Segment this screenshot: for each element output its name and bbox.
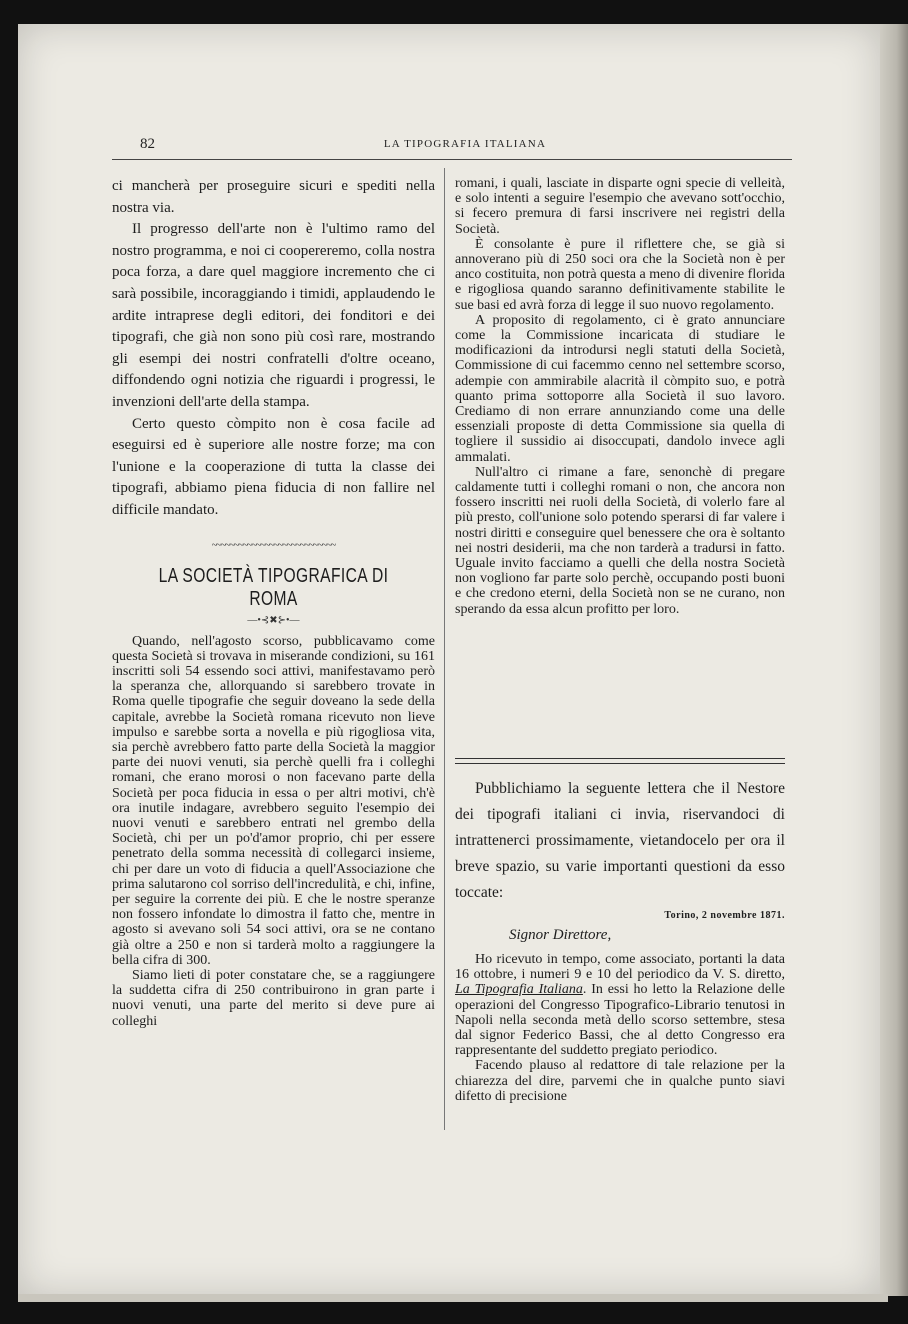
paragraph: ci mancherà per proseguire sicuri e spediti nella nostra via.	[112, 178, 435, 216]
running-title: LA TIPOGRAFIA ITALIANA	[383, 138, 547, 150]
paragraph: Null'altro ci rimane a fare, senonchè di pregare caldamente tutti i colleghi romani o non, che ancora non fossero inscritti nei ruoli della Società, di volerlo fare al più presto, coll'unione solo potendo sperarsi di far valere i nostri diritti e conseguire quel benessere che ora è soltanto nei nostri desiderii, ma che non tarderà a tradursi in fatto. Uguale invito facciamo a quelli che della nostra Società non vogliono far parte solo perchè, occupando posti buoni e che credono eterni, della Società non se ne curano, non sperando da essa alcun profitto per loro.	[455, 464, 785, 617]
paragraph: È consolante è pure il riflettere che, se già si annoverano più di 250 soci ora che la Società non è per anco costituita, non potrà questa a meno di divenire florida e rigogliosa quando saranno definitivamente stabilite le sue basi ed avrà forza di legge il suo nuovo regolamento.	[455, 236, 785, 313]
page-number: 82	[140, 136, 155, 152]
periodical-title: La Tipografia Italiana	[455, 982, 583, 998]
header-rule	[112, 159, 792, 160]
paragraph: Quando, nell'agosto scorso, pubblicavamo come questa Società si trovava in miserande condizioni, su 161 inscritti soli 54 essendo soci attivi, manifestavamo però la speranza che, allorquando si sarebbero trovate in Roma quelle tipografie che seguir doveano la sede della capitale, avrebbe la Società romana ricevuto non lieve impulso e sarebbe sorta a novella e più rigogliosa vita, sia perchè avrebbero fatto parte della Società la maggior parte dei nuovi venuti, sia perchè quelli fra i colleghi romani, che erano morosi o non facevano parte della Società per poca fiducia in essa o per altri motivi, ch'è ora inutile indagare, avrebbero seguito l'esempio dei nuovi venuti e sarebbero entrati nel grembo della Società, chi per un po'd'amor proprio, chi per essere penetrato della somma necessità di collegarci insieme, chi per dare un voto di fiducia a quell'Associazione che prima salutarono col sorriso dell'incredulità, e chi, infine, per seguire la corrente dei più. E che le nostre speranze non fossero infondate lo dimostra il fatto che, mentre in agosto si avevano soli 54 soci attivi, ora se ne contano già oltre a 250 e non si tarderà molto a raggiungere la bella cifra di 300.	[112, 633, 435, 968]
letter-paragraph: Facendo plauso al redattore di tale relazione per la chiarezza del dire, parvemi che in qualche punto siavi difetto di precisione	[455, 1058, 785, 1104]
column-divider	[444, 168, 445, 1130]
paragraph: A proposito di regolamento, ci è grato annunciare come la Commissione incaricata di studiare le modificazioni da introdursi negli statuti della Società, Commissione di cui facemmo cenno nel settembre scorso, adempie con ammirabile alacrità il còmpito suo, e potrà quanto prima sottoporre alla Società il suo lavoro. Crediamo di non errare annunziando come una delle essenziali proposte di detta Commissione sia quella di togliere il sussidio ai disoccupati, dandolo invece agli ammalati.	[455, 312, 785, 465]
left-column	[112, 176, 435, 1029]
page-header	[140, 136, 790, 158]
wavy-divider: ~~~~~~~~~~~~~~~~~~~~~~~~~~~~	[211, 539, 336, 551]
right-column	[455, 176, 785, 617]
letter-dateline: Torino, 2 novembre 1871.	[664, 910, 785, 921]
letter-intro: Pubblichiamo la seguente lettera che il Nestore dei tipografi italiani ci invia, riservandoci di intrattenerci prossimamente, vietandocelo per ora il breve spazio, su varie importanti questioni da esso toccate:	[455, 780, 785, 901]
letter-text: . In essi ho letto la Relazione delle operazioni del Congresso Tipografico-Librario tenutosi in Napoli nella seconda metà dello scorso settembre, stesa dal signor Federico Bassi, che al detto Congresso era rappresentante del suddetto pregiato periodico.	[455, 982, 786, 1059]
page-edge-bottom	[18, 1294, 888, 1302]
letter-section	[455, 776, 785, 1104]
letter-text: Ho ricevuto in tempo, come associato, portanti la data 16 ottobre, i numeri 9 e 10 del periodico da V. S. diretto,	[455, 952, 785, 983]
double-rule	[455, 758, 785, 764]
paragraph: romani, i quali, lasciate in disparte ogni specie di velleità, e solo intenti a seguire l'esempio che avevano sott'occhio, si fecero premura di farsi inscrivere nei registri della Società.	[455, 176, 785, 237]
paragraph: Certo questo còmpito non è cosa facile ad eseguirsi ed è superiore alle nostre forze; ma con l'unione e la cooperazione di tutta la classe dei tipografi, abbiamo piena fiducia di non fallire nel difficile mandato.	[112, 415, 435, 518]
paragraph: Il progresso dell'arte non è l'ultimo ramo del nostro programma, e noi ci coopereremo, colla nostra poca forza, a dare quel maggiore incremento che ci sarà possibile, incoraggiando i timidi, applaudendo le ardite intraprese degli editori, dei fonditori e dei tipografi, che già non sono più così rare, mostrando gli esempi dei nostri confratelli d'oltre oceano, diffondendo ogni notizia che riguardi i progressi, le invenzioni dell'arte della stampa.	[112, 221, 435, 410]
letter-salutation: Signor Direttore,	[509, 927, 612, 943]
letter-paragraph	[455, 952, 785, 1058]
page-edge-right	[880, 24, 908, 1296]
section-title: LA SOCIETÀ TIPOGRAFICA DI ROMA	[158, 564, 389, 610]
title-ornament: —•⊰✖⊱•—	[247, 614, 300, 626]
paragraph: Siamo lieti di poter constatare che, se a raggiungere la suddetta cifra di 250 contribuirono in gran parte i nuovi venuti, una parte del merito si deve pure ai colleghi	[112, 967, 435, 1029]
